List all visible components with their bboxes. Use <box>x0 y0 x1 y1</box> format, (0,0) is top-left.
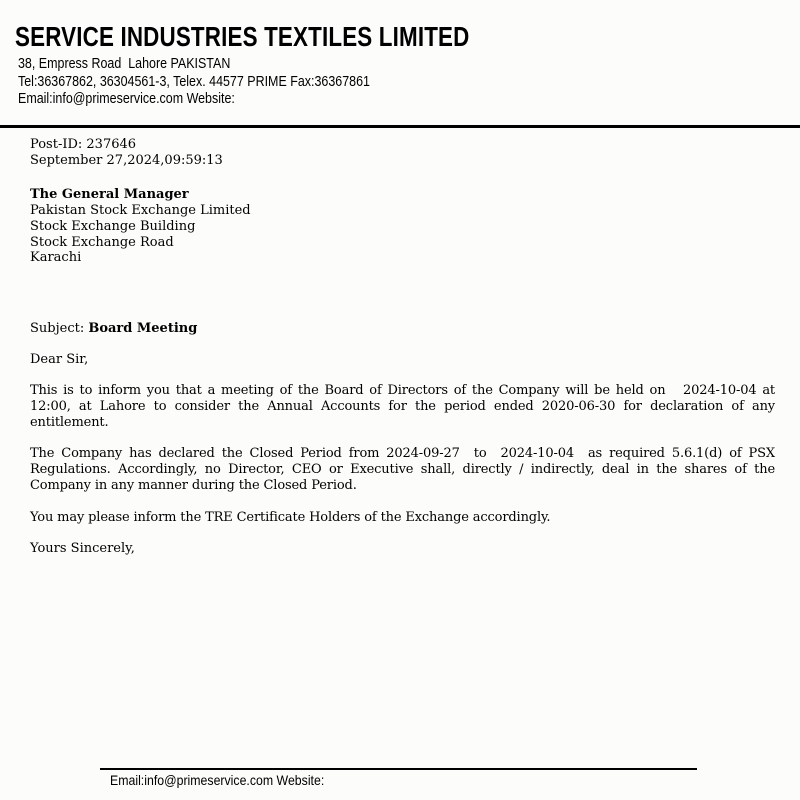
letterhead-phone: Tel:36367862, 36304561-3, Telex. 44577 PRIME Fax:36367861 <box>18 73 370 90</box>
letter-body <box>30 137 775 557</box>
company-name: SERVICE INDUSTRIES TEXTILES LIMITED <box>15 21 470 52</box>
post-datetime: September 27,2024,09:59:13 <box>30 152 223 168</box>
subject-line <box>30 321 775 337</box>
closing: Yours Sincerely, <box>30 541 135 557</box>
footer-email: Email:info@primeservice.com Website: <box>110 772 325 788</box>
subject-label: Subject: <box>30 320 89 336</box>
recipient-name: The General Manager <box>30 187 189 203</box>
body-paragraph: The Company has declared the Closed Period from 2024-09-27 to 2024-10-04 as required 5.6.1(d) of PSX Regulations. Accordingly, no Director, CEO or Executive shall, directly / indirectly, deal in the shares of the Company in any manner during the Closed Period. <box>30 446 775 493</box>
body-paragraph: This is to inform you that a meeting of the Board of Directors of the Company will be held on 2024-10-04 at 12:00, at Lahore to consider the Annual Accounts for the period ended 2020-06-30 for declaration of any entitlement. <box>30 383 775 430</box>
letterhead-address: 38, Empress Road Lahore PAKISTAN <box>18 56 231 72</box>
salutation: Dear Sir, <box>30 351 89 367</box>
header-divider <box>0 125 800 128</box>
recipient-block <box>30 187 775 266</box>
letterhead <box>15 22 583 109</box>
post-id: Post-ID: 237646 <box>30 137 137 152</box>
body-paragraph: You may please inform the TRE Certificate Holders of the Exchange accordingly. <box>30 509 551 525</box>
post-meta <box>30 137 775 168</box>
recipient-line: Stock Exchange Road <box>30 234 174 250</box>
footer-divider <box>100 768 697 770</box>
subject-value: Board Meeting <box>88 320 198 336</box>
letterhead-email: Email:info@primeservice.com Website: <box>18 91 235 107</box>
recipient-line: Stock Exchange Building <box>30 218 196 234</box>
recipient-line: Karachi <box>30 250 82 266</box>
recipient-line: Pakistan Stock Exchange Limited <box>30 203 251 219</box>
